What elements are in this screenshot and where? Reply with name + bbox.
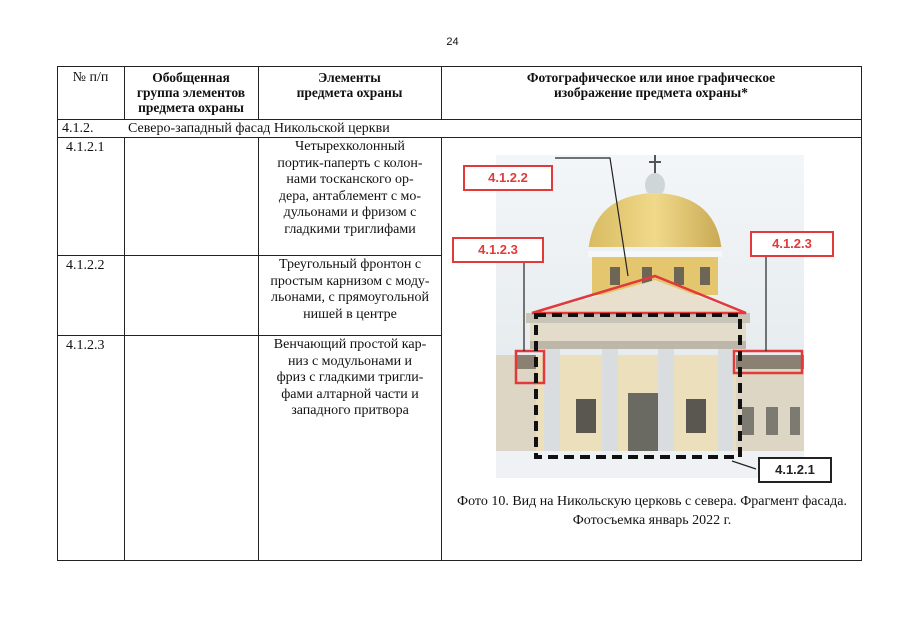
header-elements: Элементы предмета охраны	[296, 70, 403, 100]
row-description: Треугольный фронтон с простым карнизом с моду- льонами, с прямоугольной нишей в центре	[270, 257, 430, 322]
row-number: 4.1.2.1	[66, 140, 105, 155]
section-number: 4.1.2.	[62, 121, 94, 136]
row-description: Венчающий простой кар- низ с модульонами и фриз с гладкими тригли- фами алтарной части и западного притвора	[273, 337, 427, 418]
page-number: 24	[446, 36, 459, 48]
row-number: 4.1.2.2	[66, 258, 105, 273]
header-number: № п/п	[72, 70, 109, 85]
photo-caption: Фото 10. Вид на Никольскую церковь с севера. Фрагмент фасада. Фотосъемка январь 2022 г.	[457, 494, 847, 528]
header-image: Фотографическое или иное графическое изображение предмета охраны*	[526, 70, 776, 100]
callout-pediment: 4.1.2.2	[463, 165, 553, 191]
header-group: Обобщенная группа элементов предмета охраны	[136, 70, 246, 115]
callout-cornice-right: 4.1.2.3	[750, 231, 834, 257]
church-illustration	[496, 155, 804, 478]
church-photo	[478, 155, 815, 478]
section-title: Северо-западный фасад Никольской церкви	[128, 121, 390, 136]
callout-cornice-left: 4.1.2.3	[452, 237, 544, 263]
callout-portico: 4.1.2.1	[758, 457, 832, 483]
row-description: Четырехколонный портик-паперть с колон- нами тосканского ор- дера, антаблемент с мо- дульонами и фризом с гладкими триглифами	[277, 139, 423, 237]
row-number: 4.1.2.3	[66, 338, 105, 353]
